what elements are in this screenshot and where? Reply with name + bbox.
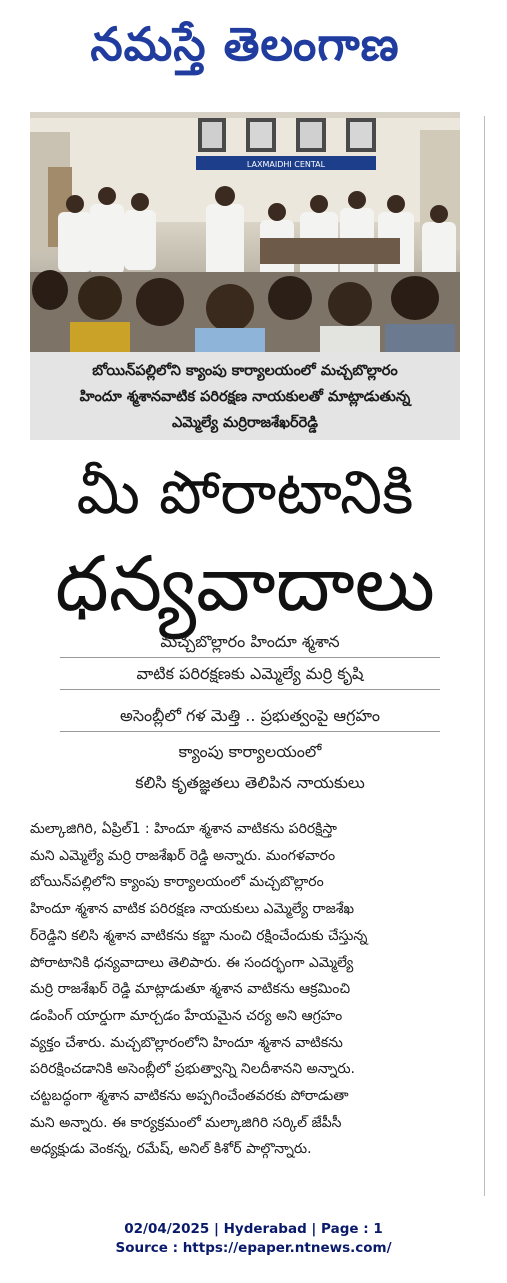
body-line: హిందూ శ్మశాన వాటిక పరిరక్షణ నాయకులు ఎమ్మెల్యే రాజశేఖ xyxy=(30,901,355,918)
body-line: పరిరక్షించడానికి అసెంబ్లీలో ప్రభుత్వాన్ని నిలదీశానని అన్నారు. xyxy=(30,1061,355,1078)
subheading-1 xyxy=(60,626,440,690)
subheading-line: మచ్చబొల్లారం హిందూ శ్మశాన xyxy=(60,626,440,658)
photo-illustration xyxy=(30,112,460,352)
body-line: మర్రి రాజశేఖర్ రెడ్డి మాట్లాడుతూ శ్మశాన వాటికను ఆక్రమించి xyxy=(30,981,351,998)
subheading-line: కలిసి కృతజ్ఞతలు తెలిపిన నాయకులు xyxy=(135,773,365,792)
banner-text: LAXMAIDHI CENTAL xyxy=(246,160,326,169)
body-line: ర్‌రెడ్డిని కలిసి శ్మశాన వాటికను కబ్జా నుంచి రక్షించేందుకు చేస్తున్న xyxy=(30,927,368,944)
caption-line: ఎమ్మెల్యే మర్రిరాజశేఖర్‌రెడ్డి xyxy=(171,415,318,431)
headline-line-1: మీ పోరాటానికి xyxy=(76,458,414,528)
article-body xyxy=(30,816,474,1163)
body-line: డంపింగ్ యార్డుగా మార్చడం హేయమైన చర్య అని ఆగ్రహం xyxy=(30,1007,343,1024)
body-line: మని ఎమ్మెల్యే మర్రి రాజశేఖర్ రెడ్డి అన్నారు. మంగళవారం xyxy=(30,847,336,864)
body-line: బోయిన్‌పల్లిలోని క్యాంపు కార్యాలయంలో మచ్చబొల్లారం xyxy=(30,874,324,891)
news-photo xyxy=(30,112,460,352)
subheading-2: అసెంబ్లీలో గళ మెత్తి .. ప్రభుత్వంపై ఆగ్రహం xyxy=(60,700,440,732)
body-line: అధ్యక్షుడు వెంకన్న, రమేష్, అనిల్ కిశోర్ పాల్గొన్నారు. xyxy=(30,1141,312,1158)
footer-source-link[interactable]: Source : https://epaper.ntnews.com/ xyxy=(115,1240,392,1256)
column-divider xyxy=(484,116,485,1196)
caption-line: బోయిన్‌పల్లిలోని క్యాంపు కార్యాలయంలో మచ్చబొల్లారం xyxy=(92,363,398,379)
photo-caption xyxy=(30,352,460,440)
headline-line-2: ధన్యవాదాలు xyxy=(55,539,435,628)
subheading-line: క్యాంపు కార్యాలయంలో xyxy=(178,742,322,761)
body-line: చట్టబద్ధంగా శ్మశాన వాటికను అప్పగించేంతవరకు పోరాడుతా xyxy=(30,1088,349,1105)
caption-line: హిందూ శ్మశానవాటిక పరిరక్షణ నాయకులతో మాట్లాడుతున్న xyxy=(79,389,411,405)
page-footer xyxy=(0,1220,507,1258)
body-line: మల్కాజిగిరి, ఏప్రిల్1 : హిందూ శ్మశాన వాటికను పరిరక్షిస్తా xyxy=(30,821,337,837)
subheading-line: వాటిక పరిరక్షణకు ఎమ్మెల్యే మర్రి కృషి xyxy=(60,658,440,690)
masthead-logo xyxy=(30,8,460,92)
masthead-title: నమస్తే తెలంగాణ xyxy=(90,17,400,71)
subheading-3 xyxy=(60,736,440,798)
body-line: పోరాటానికి ధన్యవాదాలు తెలిపారు. ఈ సందర్భంగా ఎమ్మెల్యే xyxy=(30,954,354,971)
footer-date-line: 02/04/2025 | Hyderabad | Page : 1 xyxy=(124,1221,383,1237)
body-line: వ్యక్తం చేశారు. మచ్చబొల్లారంలోని హిందూ శ్మశాన వాటికను xyxy=(30,1034,343,1051)
body-line: మని అన్నారు. ఈ కార్యక్రమంలో మల్కాజిగిరి సర్కిల్ జేపీసీ xyxy=(30,1114,342,1131)
